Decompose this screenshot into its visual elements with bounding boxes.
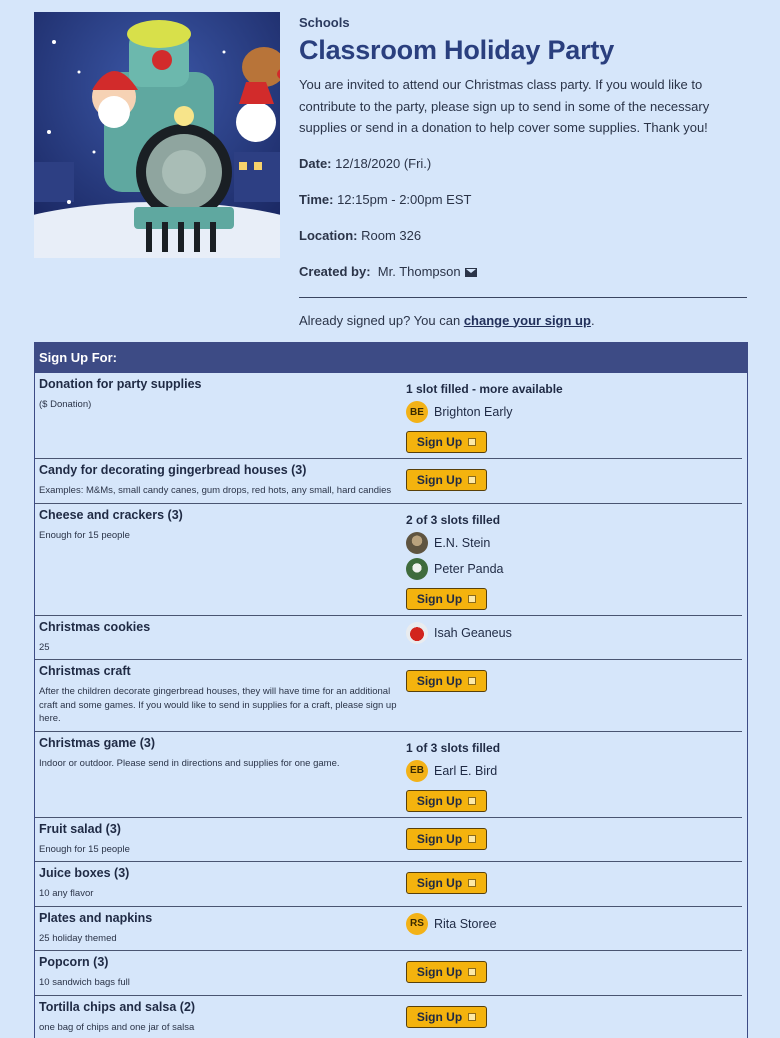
person-name: Isah Geaneus: [434, 625, 512, 640]
item-slots: [401, 996, 742, 1038]
item-slots: [401, 907, 742, 951]
item-title: Popcorn (3): [39, 955, 109, 969]
sign-up-button[interactable]: [406, 431, 487, 453]
sign-up-label: Sign Up: [416, 965, 463, 979]
item-note: Enough for 15 people: [39, 529, 130, 541]
event-date: Date: 12/18/2020 (Fri.): [299, 155, 432, 171]
checkbox-icon: [468, 835, 476, 843]
signed-up-person: [406, 530, 742, 556]
item-note: 25 holiday themed: [39, 932, 117, 944]
event-meta: [299, 153, 747, 283]
divider: [299, 297, 747, 298]
checkbox-icon: [468, 879, 476, 887]
table-row: [35, 862, 742, 907]
item-info: [35, 862, 401, 906]
item-info: [35, 951, 401, 995]
already-signed-up: Already signed up? You can change your sign up.: [299, 312, 595, 328]
slot-status: 1 slot filled - more available: [406, 382, 563, 396]
sign-up-label: Sign Up: [416, 831, 463, 846]
item-info: [35, 818, 401, 862]
item-info: [35, 616, 401, 660]
item-slots: [401, 951, 742, 995]
item-note: Examples: M&Ms, small candy canes, gum drops, red hots, any small, hard candies: [39, 485, 392, 496]
person-name: Brighton Early: [434, 405, 513, 419]
checkbox-icon: [468, 797, 476, 805]
sign-up-button[interactable]: [406, 828, 487, 850]
item-slots: [401, 660, 742, 731]
event-category: Schools: [299, 15, 350, 30]
sign-up-label: Sign Up: [416, 876, 463, 890]
item-title: Candy for decorating gingerbread houses (3): [39, 463, 307, 477]
item-title: Christmas game (3): [39, 735, 156, 750]
event-image: [34, 12, 280, 258]
event-info: [299, 12, 747, 328]
sign-up-button[interactable]: [406, 1006, 487, 1028]
sign-up-button[interactable]: [406, 961, 487, 983]
item-slots: [401, 732, 742, 817]
item-slots: [401, 616, 742, 660]
item-title: Juice boxes (3): [39, 866, 130, 880]
item-note: ($ Donation): [39, 399, 92, 410]
signed-up-person: [406, 399, 742, 425]
item-slots: [401, 459, 742, 503]
item-title: Tortilla chips and salsa (2): [39, 999, 196, 1014]
item-slots: [401, 373, 742, 458]
avatar: [406, 622, 428, 644]
event-location: Location: Room 326: [299, 227, 422, 243]
table-row: [35, 616, 742, 661]
signed-up-person: [406, 620, 742, 646]
change-signup-link[interactable]: change your sign up: [463, 312, 591, 328]
avatar: [406, 558, 428, 580]
item-info: [35, 504, 401, 615]
item-title: Christmas cookies: [39, 619, 151, 634]
item-note: one bag of chips and one jar of salsa: [39, 1021, 195, 1033]
slot-status: 2 of 3 slots filled: [406, 512, 501, 527]
avatar: BE: [406, 401, 428, 423]
table-row: [35, 660, 742, 732]
sign-up-button[interactable]: [406, 872, 487, 894]
item-title: Donation for party supplies: [39, 377, 202, 391]
page-title: Classroom Holiday Party: [299, 35, 615, 65]
item-info: [35, 732, 401, 817]
holiday-train-illustration: [34, 12, 280, 258]
item-title: Christmas craft: [39, 664, 131, 678]
sign-up-button[interactable]: [406, 670, 487, 692]
person-name: Peter Panda: [434, 561, 504, 576]
item-slots: [401, 862, 742, 906]
avatar: RS: [406, 913, 428, 935]
checkbox-icon: [468, 677, 476, 685]
item-note: 10 sandwich bags full: [39, 977, 130, 988]
person-name: Earl E. Bird: [434, 763, 498, 778]
sign-up-label: Sign Up: [416, 435, 463, 449]
sign-up-button[interactable]: [406, 790, 487, 812]
checkbox-icon: [468, 438, 476, 446]
sign-up-label: Sign Up: [416, 793, 463, 808]
item-title: Plates and napkins: [39, 910, 153, 925]
event-time: Time: 12:15pm - 2:00pm EST: [299, 191, 472, 207]
avatar: EB: [406, 760, 428, 782]
table-row: [35, 732, 742, 818]
item-note: 10 any flavor: [39, 888, 94, 899]
item-note: 25: [39, 641, 50, 653]
sign-up-label: Sign Up: [416, 674, 463, 688]
item-info: [35, 373, 401, 458]
item-info: [35, 907, 401, 951]
table-header: Sign Up For:: [35, 343, 747, 373]
item-info: [35, 996, 401, 1038]
sign-up-button[interactable]: [406, 588, 487, 610]
signed-up-person: [406, 758, 742, 784]
event-description: You are invited to attend our Christmas class party. If you would like to contribute to the party, please sign up to send in some of the necessary supplies or send in a donation to help cover some supplies. Thank you!: [299, 77, 710, 135]
table-row: [35, 996, 742, 1038]
event-creator: Created by: Mr. Thompson: [299, 261, 747, 283]
table-row: [35, 504, 742, 616]
table-row: [35, 373, 742, 459]
slot-status: 1 of 3 slots filled: [406, 740, 501, 755]
sign-up-button[interactable]: [406, 469, 487, 491]
person-name: Rita Storee: [434, 916, 497, 931]
person-name: E.N. Stein: [434, 535, 491, 550]
signup-table: [34, 342, 748, 1038]
table-row: [35, 907, 742, 952]
checkbox-icon: [468, 476, 476, 484]
sign-up-label: Sign Up: [416, 473, 463, 487]
item-info: [35, 660, 401, 731]
item-slots: [401, 818, 742, 862]
sign-up-label: Sign Up: [416, 1009, 463, 1024]
checkbox-icon: [468, 595, 476, 603]
item-note: After the children decorate gingerbread houses, they will have time for an additional craft and some games. If you would like to send in supplies for a craft, please sign up here.: [39, 686, 397, 724]
checkbox-icon: [468, 968, 476, 976]
avatar: [406, 532, 428, 554]
table-rows: [35, 373, 747, 1038]
table-row: [35, 818, 742, 863]
item-note: Indoor or outdoor. Please send in directions and supplies for one game.: [39, 757, 340, 769]
sign-up-label: Sign Up: [416, 591, 463, 606]
item-slots: [401, 504, 742, 615]
envelope-icon[interactable]: [465, 268, 477, 277]
item-title: Cheese and crackers (3): [39, 507, 183, 522]
signed-up-person: [406, 911, 742, 937]
checkbox-icon: [468, 1013, 476, 1021]
item-title: Fruit salad (3): [39, 821, 121, 836]
item-note: Enough for 15 people: [39, 843, 130, 855]
table-row: [35, 459, 742, 504]
item-info: [35, 459, 401, 503]
table-row: [35, 951, 742, 996]
signed-up-person: [406, 556, 742, 582]
